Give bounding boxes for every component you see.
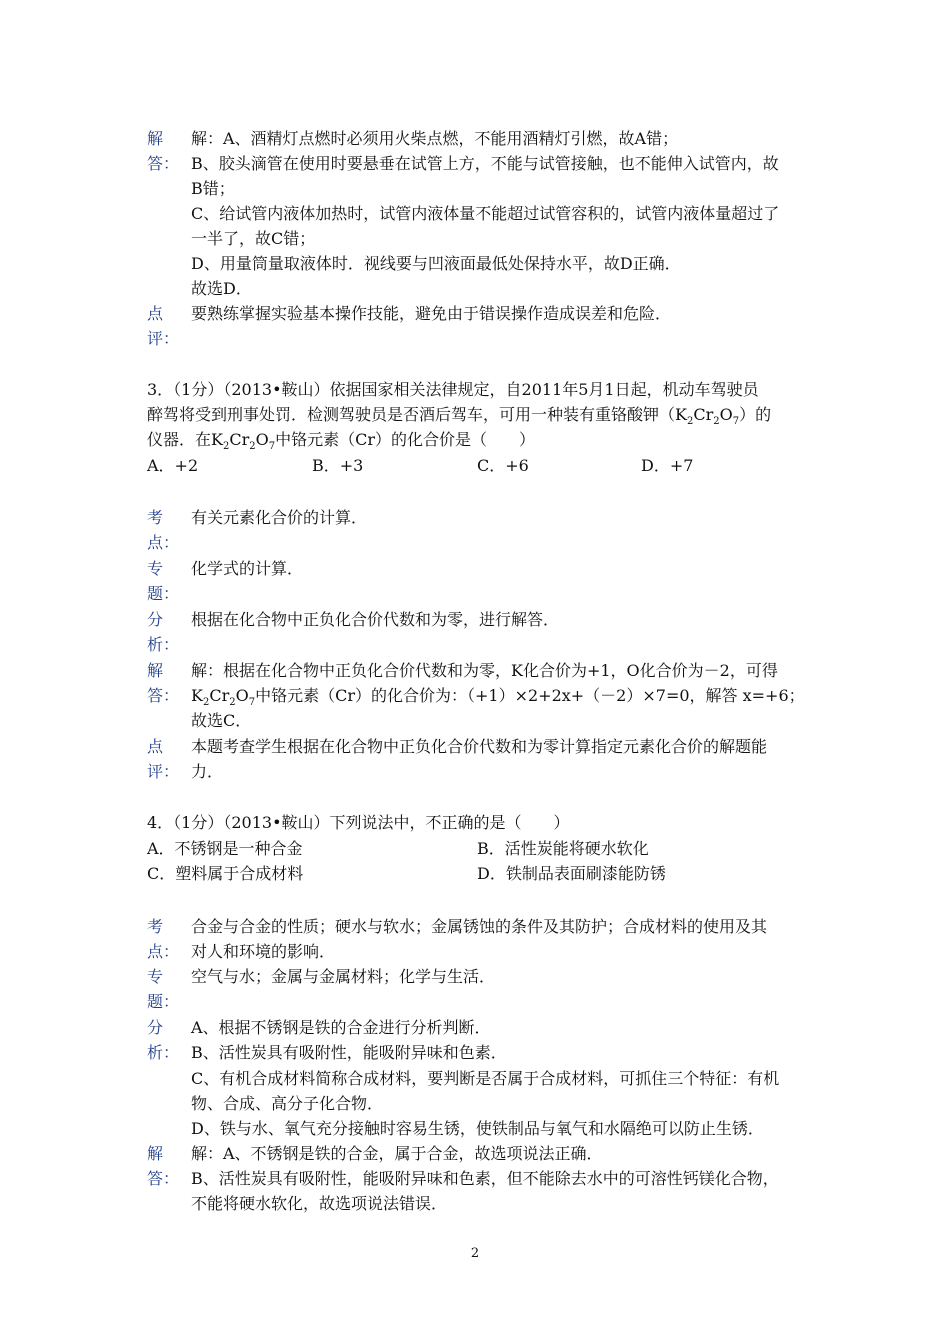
jieda-label-1: 解 (147, 129, 164, 148)
zhuanti-label-2: 题： (147, 584, 180, 603)
text-fragment: Cr (693, 405, 714, 424)
q4-option-c: C．塑料属于合成材料 (147, 864, 304, 883)
subscript: 2 (686, 416, 694, 428)
subscript: 2 (713, 416, 720, 428)
q3-fenxi: 根据在化合物中正负化合价代数和为零，进行解答． (191, 610, 560, 629)
q3-zhuanti: 化学式的计算． (191, 559, 304, 578)
q4-option-d: D．铁制品表面刷漆能防锈 (477, 864, 666, 883)
q3-answer-line: 故选C． (191, 711, 252, 730)
q2-answer-line: D、用量筒量取液体时．视线要与凹液面最低处保持水平，故D正确． (191, 254, 681, 273)
fenxi-label-1: 分 (147, 1018, 164, 1037)
dianping-label-2: 评： (147, 329, 180, 348)
text-fragment: O (719, 405, 733, 424)
text-fragment: Cr (209, 686, 230, 705)
q2-answer-line: 解：A、酒精灯点燃时必须用火柴点燃，不能用酒精灯引燃，故A错； (191, 129, 679, 148)
dianping-label-2: 评： (147, 762, 180, 781)
q3-answer-line (191, 683, 811, 708)
fenxi-label-2: 析： (147, 1043, 180, 1062)
zhuanti-label-1: 专 (147, 967, 164, 986)
text-fragment: K (191, 686, 203, 705)
zhuanti-label-1: 专 (147, 559, 164, 578)
q4-answer-line: B、活性炭具有吸附性，能吸附异味和色素，但不能除去水中的可溶性钙镁化合物， (191, 1169, 779, 1188)
jieda-label-1: 解 (147, 1144, 164, 1163)
q3-stem-line-3 (147, 427, 807, 452)
text-fragment: ）的 (739, 405, 772, 424)
q4-fenxi-line: 物、合成、高分子化合物． (191, 1094, 384, 1113)
text-fragment: 中铬元素（Cr）的化合价为：（+1）×2+2x+（－2）×7=0，解答 x=+6； (255, 686, 805, 705)
dianping-label-1: 点 (147, 737, 164, 756)
q3-comment: 力． (191, 762, 224, 781)
q4-answer-line: 不能将硬水软化，故选项说法错误． (191, 1194, 448, 1213)
subscript: 2 (249, 441, 256, 453)
q3-option-c: C．+6 (477, 456, 529, 475)
q2-answer-line: C、给试管内液体加热时，试管内液体量不能超过试管容积的，试管内液体量超过了 (191, 204, 780, 223)
text-fragment: 醉驾将受到刑事处罚．检测驾驶员是否酒后驾车，可用一种装有重铬酸钾（K (147, 405, 687, 424)
q4-fenxi-line: C、有机合成材料简称合成材料，要判断是否属于合成材料，可抓住三个特征：有机 (191, 1069, 780, 1088)
q3-stem-line-1: 3．（1分）（2013•鞍山）依据国家相关法律规定，自2011年5月1日起，机动车驾驶员 (147, 380, 759, 399)
kaodian-label-1: 考 (147, 917, 164, 936)
text-fragment: 中铬元素（Cr）的化合价是（ ） (275, 430, 536, 449)
text-fragment: Cr (229, 430, 250, 449)
kaodian-label-1: 考 (147, 508, 164, 527)
q4-fenxi-line: A、根据不锈钢是铁的合金进行分析判断． (191, 1018, 491, 1037)
fenxi-label-1: 分 (147, 610, 164, 629)
q4-fenxi-line: B、活性炭具有吸附性，能吸附异味和色素． (191, 1043, 507, 1062)
q4-kaodian: 合金与合金的性质；硬水与软水；金属锈蚀的条件及其防护；合成材料的使用及其 (191, 917, 768, 936)
text-fragment: O (235, 686, 249, 705)
kaodian-label-2: 点： (147, 942, 180, 961)
q3-comment: 本题考查学生根据在化合物中正负化合价代数和为零计算指定元素化合价的解题能 (191, 737, 768, 756)
dianping-label-1: 点 (147, 304, 164, 323)
jieda-label-2: 答： (147, 686, 180, 705)
q3-option-d: D．+7 (641, 456, 694, 475)
jieda-label-1: 解 (147, 661, 164, 680)
q2-answer-line: B、胶头滴管在使用时要悬垂在试管上方，不能与试管接触，也不能伸入试管内，故 (191, 154, 779, 173)
q2-comment: 要熟练掌握实验基本操作技能，避免由于错误操作造成误差和危险． (191, 304, 672, 323)
fenxi-label-2: 析： (147, 635, 180, 654)
subscript: 2 (202, 697, 210, 709)
subscript: 7 (268, 441, 276, 453)
q3-option-b: B．+3 (312, 456, 364, 475)
q2-answer-line: 一半了，故C错； (191, 229, 316, 248)
subscript: 2 (229, 697, 236, 709)
q4-zhuanti: 空气与水；金属与金属材料；化学与生活． (191, 967, 496, 986)
zhuanti-label-2: 题： (147, 992, 180, 1011)
q3-option-a: A．+2 (147, 456, 199, 475)
q4-answer-line: 解：A、不锈钢是铁的合金，属于合金，故选项说法正确． (191, 1144, 603, 1163)
text-fragment: O (255, 430, 269, 449)
q2-answer-line: 故选D． (191, 279, 252, 298)
subscript: 7 (732, 416, 740, 428)
q4-stem: 4．（1分）（2013•鞍山）下列说法中，不正确的是（ ） (147, 813, 570, 832)
q3-stem-line-2 (147, 402, 807, 427)
kaodian-label-2: 点： (147, 533, 180, 552)
page-number: 2 (470, 1246, 480, 1261)
q3-kaodian: 有关元素化合价的计算． (191, 508, 368, 527)
subscript: 7 (248, 697, 256, 709)
q4-fenxi-line: D、铁与水、氧气充分接触时容易生锈，使铁制品与氧气和水隔绝可以防止生锈． (191, 1119, 764, 1138)
q3-answer-line: 解：根据在化合物中正负化合价代数和为零，K化合价为+1，O化合价为－2，可得 (191, 661, 778, 680)
q4-option-a: A．不锈钢是一种合金 (147, 839, 303, 858)
q4-kaodian: 对人和环境的影响． (191, 942, 336, 961)
text-fragment: 仪器．在K (147, 430, 223, 449)
q4-option-b: B．活性炭能将硬水软化 (477, 839, 649, 858)
subscript: 2 (222, 441, 230, 453)
jieda-label-2: 答： (147, 1169, 180, 1188)
jieda-label-2: 答： (147, 154, 180, 173)
q2-answer-line: B错； (191, 179, 235, 198)
